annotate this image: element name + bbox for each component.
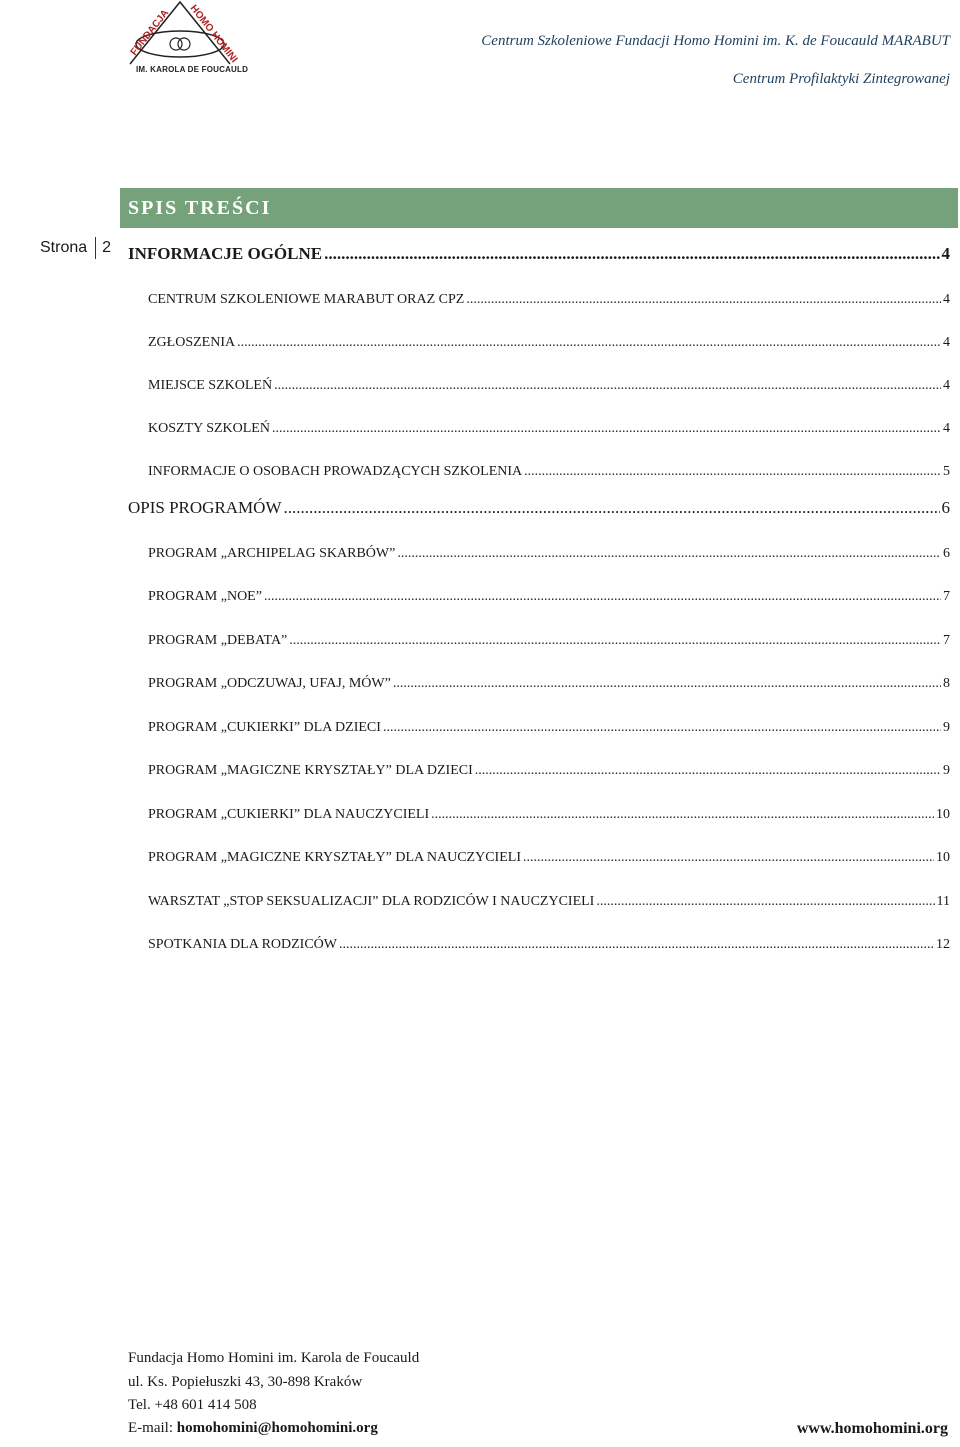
toc-entry[interactable] [128,452,950,480]
toc-entry-title: INFORMACJE O OSOBACH PROWADZĄCYCH SZKOLENIA [148,464,523,479]
footer-address: ul. Ks. Popiełuszki 43, 30-898 Kraków [128,1374,363,1390]
toc-entry[interactable] [128,751,950,779]
toc-entry-title: OPIS PROGRAMÓW [128,498,282,517]
toc-entry[interactable] [128,838,950,866]
toc-entry[interactable] [128,577,950,605]
toc-entry-page: 4 [943,421,950,436]
toc-leader [324,244,939,264]
toc-entry-title: PROGRAM „ARCHIPELAG SKARBÓW” [148,546,396,561]
toc-entry[interactable] [128,664,950,692]
header-center-name: Centrum Szkoleniowe Fundacji Homo Homini im. K. de Foucauld MARABUT [481,33,950,49]
footer-website-link[interactable]: www.homohomini.org [796,1420,948,1437]
toc-entry[interactable] [128,621,950,649]
toc-entry[interactable] [128,882,950,910]
toc-entry-title: PROGRAM „CUKIERKI” DLA NAUCZYCIELI [148,807,430,822]
toc-leader [431,807,934,823]
page-label: Strona [40,239,88,256]
toc-entry-page: 5 [943,464,950,479]
toc-leader [596,894,934,910]
toc-entry[interactable] [128,366,950,394]
toc-entry-title: PROGRAM „MAGICZNE KRYSZTAŁY” DLA NAUCZYCIELI [148,850,521,865]
toc-leader [274,378,941,394]
footer-org-name: Fundacja Homo Homini im. Karola de Foucauld [128,1350,420,1366]
footer-email-line [128,1420,378,1437]
toc-entry-page: 6 [941,498,950,517]
toc-leader [466,292,941,308]
toc-leader [339,937,934,953]
toc-entry-title: MIEJSCE SZKOLEŃ [148,378,273,393]
toc-entry-page: 4 [943,335,950,350]
toc-entry-title: ZGŁOSZENIA [148,335,236,350]
footer-email-label: E-mail: [128,1420,173,1436]
toc-entry[interactable] [128,795,950,823]
toc-leader [475,763,941,779]
page-number [40,236,111,260]
footer-phone: Tel. +48 601 414 508 [128,1397,257,1413]
toc-entry-title: PROGRAM „ODCZUWAJ, UFAJ, MÓW” [148,676,391,691]
toc-leader [524,464,941,480]
page-number-value: 2 [102,239,112,256]
toc-entry-title: WARSZTAT „STOP SEKSUALIZACJI” DLA RODZICÓW I NAUCZYCIELI [148,894,595,909]
toc-entry[interactable] [128,323,950,351]
toc-entry-title: PROGRAM „MAGICZNE KRYSZTAŁY” DLA DZIECI [148,763,473,778]
logo-subtitle: IM. KAROLA DE FOUCAULD [136,65,249,74]
toc-entry-page: 6 [943,546,950,561]
toc-leader [397,546,941,562]
toc-entry-page: 10 [936,807,950,822]
toc-entry[interactable] [128,708,950,736]
page-separator [95,237,96,259]
toc-leader [523,850,934,866]
toc-entry[interactable] [128,280,950,308]
header-center-subtitle: Centrum Profilaktyki Zintegrowanej [732,71,950,87]
toc-entry[interactable] [128,236,950,264]
toc-leader [272,421,941,437]
foundation-logo [100,0,260,82]
toc-entry-page: 4 [943,292,950,307]
toc-entry-page: 11 [936,894,950,909]
toc-entry-page: 9 [943,763,950,778]
toc-entry[interactable] [128,534,950,562]
toc-entry-title: INFORMACJE OGÓLNE [128,244,323,263]
toc-entry[interactable] [128,409,950,437]
toc-title: SPIS TREŚCI [120,188,958,228]
toc-leader [383,720,941,736]
toc-entry-title: KOSZTY SZKOLEŃ [148,421,270,436]
toc-entry[interactable] [128,490,950,518]
toc-leader [237,335,941,351]
svg-text:FUNDACJA: FUNDACJA [128,7,172,58]
toc-entry-page: 4 [943,378,950,393]
toc-entry-page: 12 [936,937,950,952]
footer-email-link[interactable]: homohomini@homohomini.org [176,1420,378,1436]
toc-entry-title: SPOTKANIA DLA RODZICÓW [148,937,337,952]
toc-entry-page: 10 [936,850,950,865]
toc-entry-page: 9 [943,720,950,735]
toc-entry[interactable] [128,925,950,953]
toc-entry-page: 8 [943,676,950,691]
toc-leader [289,633,941,649]
svg-text:HOMO HOMINI: HOMO HOMINI [187,3,240,66]
toc-entry-title: CENTRUM SZKOLENIOWE MARABUT ORAZ CPZ [148,292,465,307]
toc-entry-title: PROGRAM „NOE” [148,589,262,604]
toc-entry-title: PROGRAM „DEBATA” [148,633,288,648]
toc-entry-page: 7 [943,589,950,604]
toc-leader [284,498,940,518]
toc-entry-page: 4 [941,244,950,263]
toc-entry-title: PROGRAM „CUKIERKI” DLA DZIECI [148,720,381,735]
toc-leader [264,589,941,605]
toc-leader [393,676,941,692]
toc-entry-page: 7 [943,633,950,648]
